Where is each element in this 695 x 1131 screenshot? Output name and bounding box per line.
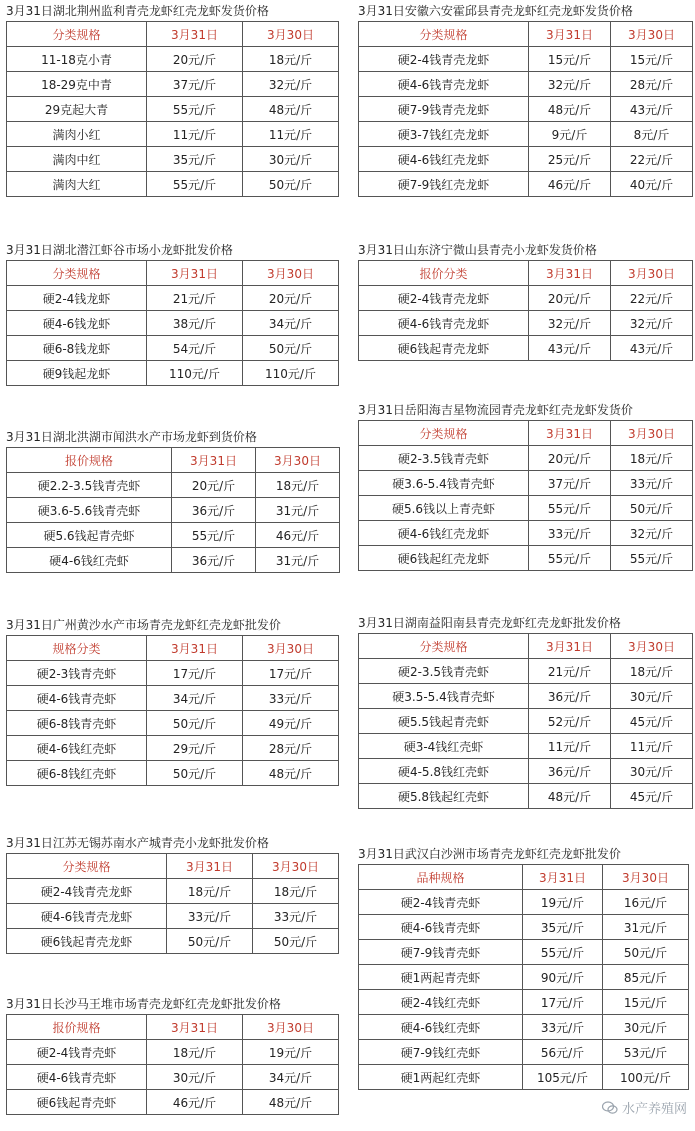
table-row	[7, 72, 339, 97]
table-row	[359, 784, 693, 809]
price-today-cell: 32元/斤	[529, 311, 611, 336]
table-row	[359, 336, 693, 361]
price-today-cell: 18元/斤	[167, 879, 253, 904]
price-today-cell: 34元/斤	[147, 686, 243, 711]
table-row	[7, 523, 340, 548]
price-today-cell: 50元/斤	[147, 761, 243, 786]
spec-cell: 满肉中红	[7, 147, 147, 172]
spec-cell: 硬6钱起青壳虾	[7, 1090, 147, 1115]
price-block-baishazhou	[358, 847, 690, 1090]
column-header: 3月30日	[611, 634, 693, 659]
price-today-cell: 43元/斤	[529, 336, 611, 361]
table-row	[7, 286, 339, 311]
price-yesterday-cell: 28元/斤	[611, 72, 693, 97]
price-today-cell: 33元/斤	[523, 1015, 603, 1040]
price-block-jingzhou	[6, 4, 338, 197]
spec-cell: 硬2-3.5钱青壳虾	[359, 659, 529, 684]
spec-cell: 18-29克中青	[7, 72, 147, 97]
price-today-cell: 46元/斤	[147, 1090, 243, 1115]
spec-cell: 硬4-6钱龙虾	[7, 311, 147, 336]
spec-cell: 硬6钱起青壳龙虾	[7, 929, 167, 954]
price-today-cell: 55元/斤	[147, 97, 243, 122]
price-table	[6, 447, 340, 573]
price-today-cell: 110元/斤	[147, 361, 243, 386]
table-header-row	[7, 1015, 339, 1040]
spec-cell: 硬4-6钱青壳龙虾	[7, 904, 167, 929]
price-yesterday-cell: 50元/斤	[603, 940, 689, 965]
price-table	[6, 260, 339, 386]
table-title: 3月31日长沙马王堆市场青壳龙虾红壳龙虾批发价格	[6, 997, 281, 1011]
table-row	[7, 1040, 339, 1065]
spec-cell: 硬4-6钱红壳虾	[7, 548, 172, 573]
price-today-cell: 21元/斤	[147, 286, 243, 311]
spec-cell: 硬1两起青壳虾	[359, 965, 523, 990]
spec-cell: 硬4-6钱青壳龙虾	[359, 72, 529, 97]
price-yesterday-cell: 50元/斤	[243, 336, 339, 361]
spec-cell: 硬5.5钱起青壳虾	[359, 709, 529, 734]
table-row	[359, 709, 693, 734]
price-yesterday-cell: 8元/斤	[611, 122, 693, 147]
table-row	[359, 546, 693, 571]
table-title: 3月31日安徽六安霍邱县青壳龙虾红壳龙虾发货价格	[358, 4, 633, 18]
table-header-row	[359, 865, 689, 890]
table-header-row	[359, 634, 693, 659]
price-yesterday-cell: 31元/斤	[603, 915, 689, 940]
price-today-cell: 25元/斤	[529, 147, 611, 172]
spec-cell: 硬4-6钱红壳龙虾	[359, 521, 529, 546]
price-yesterday-cell: 11元/斤	[611, 734, 693, 759]
table-row	[359, 97, 693, 122]
table-row	[7, 361, 339, 386]
price-yesterday-cell: 28元/斤	[243, 736, 339, 761]
table-row	[359, 496, 693, 521]
table-header-row	[359, 22, 693, 47]
price-yesterday-cell: 110元/斤	[243, 361, 339, 386]
price-today-cell: 33元/斤	[167, 904, 253, 929]
price-yesterday-cell: 18元/斤	[253, 879, 339, 904]
price-yesterday-cell: 22元/斤	[611, 286, 693, 311]
spec-cell: 硬9钱起龙虾	[7, 361, 147, 386]
spec-cell: 硬2-4钱青壳龙虾	[359, 47, 529, 72]
price-table	[358, 260, 693, 361]
table-header-row	[7, 636, 339, 661]
price-yesterday-cell: 53元/斤	[603, 1040, 689, 1065]
spec-cell: 硬1两起红壳虾	[359, 1065, 523, 1090]
column-header: 分类规格	[359, 634, 529, 659]
column-header: 3月30日	[611, 261, 693, 286]
price-today-cell: 36元/斤	[172, 548, 256, 573]
table-row	[7, 147, 339, 172]
spec-cell: 硬4-6钱青壳虾	[7, 686, 147, 711]
watermark-text: 水产养殖网	[621, 1102, 687, 1117]
price-today-cell: 21元/斤	[529, 659, 611, 684]
price-today-cell: 29元/斤	[147, 736, 243, 761]
price-today-cell: 105元/斤	[523, 1065, 603, 1090]
price-today-cell: 11元/斤	[529, 734, 611, 759]
table-title: 3月31日湖南益阳南县青壳龙虾红壳龙虾批发价格	[358, 616, 621, 630]
price-today-cell: 56元/斤	[523, 1040, 603, 1065]
spec-cell: 硬2-3.5钱青壳虾	[359, 446, 529, 471]
table-row	[359, 965, 689, 990]
table-title: 3月31日山东济宁微山县青壳小龙虾发货价格	[358, 243, 597, 257]
column-header: 品种规格	[359, 865, 523, 890]
price-today-cell: 20元/斤	[147, 47, 243, 72]
spec-cell: 硬4-6钱青壳虾	[7, 1065, 147, 1090]
column-header: 3月30日	[256, 448, 340, 473]
table-row	[359, 659, 693, 684]
price-today-cell: 20元/斤	[529, 446, 611, 471]
price-yesterday-cell: 100元/斤	[603, 1065, 689, 1090]
column-header: 3月30日	[243, 22, 339, 47]
spec-cell: 硬4-6钱红壳虾	[7, 736, 147, 761]
price-block-wuxi	[6, 836, 338, 954]
table-row	[7, 498, 340, 523]
wechat-icon	[602, 1101, 618, 1115]
price-today-cell: 36元/斤	[529, 759, 611, 784]
price-today-cell: 30元/斤	[147, 1065, 243, 1090]
table-row	[359, 446, 693, 471]
spec-cell: 硬4-5.8钱红壳虾	[359, 759, 529, 784]
price-yesterday-cell: 50元/斤	[243, 172, 339, 197]
spec-cell: 硬7-9钱红壳虾	[359, 1040, 523, 1065]
spec-cell: 硬2-4钱青壳虾	[7, 1040, 147, 1065]
price-yesterday-cell: 50元/斤	[611, 496, 693, 521]
price-yesterday-cell: 16元/斤	[603, 890, 689, 915]
spec-cell: 硬3.6-5.6钱青壳虾	[7, 498, 172, 523]
column-header: 3月31日	[167, 854, 253, 879]
table-row	[7, 879, 339, 904]
column-header: 3月31日	[523, 865, 603, 890]
price-block-honghu	[6, 430, 338, 573]
price-yesterday-cell: 33元/斤	[611, 471, 693, 496]
spec-cell: 硬4-6钱青壳龙虾	[359, 311, 529, 336]
price-today-cell: 9元/斤	[529, 122, 611, 147]
table-title: 3月31日湖北潜江虾谷市场小龙虾批发价格	[6, 243, 233, 257]
column-header: 3月31日	[147, 636, 243, 661]
spec-cell: 硬4-6钱青壳虾	[359, 915, 523, 940]
table-row	[7, 686, 339, 711]
column-header: 报价分类	[359, 261, 529, 286]
column-header: 3月30日	[611, 421, 693, 446]
spec-cell: 29克起大青	[7, 97, 147, 122]
spec-cell: 硬2-4钱青壳龙虾	[359, 286, 529, 311]
table-row	[7, 711, 339, 736]
price-yesterday-cell: 31元/斤	[256, 498, 340, 523]
spec-cell: 硬6钱起青壳龙虾	[359, 336, 529, 361]
spec-cell: 硬7-9钱红壳龙虾	[359, 172, 529, 197]
spec-cell: 硬2-4钱红壳虾	[359, 990, 523, 1015]
table-row	[7, 1090, 339, 1115]
table-row	[7, 1065, 339, 1090]
price-block-nanxian	[358, 616, 690, 809]
spec-cell: 硬4-6钱红壳龙虾	[359, 147, 529, 172]
price-yesterday-cell: 45元/斤	[611, 784, 693, 809]
table-header-row	[359, 421, 693, 446]
column-header: 3月30日	[253, 854, 339, 879]
table-row	[359, 122, 693, 147]
price-table	[358, 21, 693, 197]
table-header-row	[359, 261, 693, 286]
spec-cell: 硬2-4钱青壳虾	[359, 890, 523, 915]
table-row	[7, 473, 340, 498]
price-yesterday-cell: 55元/斤	[611, 546, 693, 571]
price-today-cell: 35元/斤	[147, 147, 243, 172]
spec-cell: 硬2.2-3.5钱青壳虾	[7, 473, 172, 498]
price-today-cell: 17元/斤	[147, 661, 243, 686]
spec-cell: 硬6-8钱青壳虾	[7, 711, 147, 736]
spec-cell: 硬5.8钱起红壳虾	[359, 784, 529, 809]
table-header-row	[7, 22, 339, 47]
spec-cell: 硬5.6钱以上青壳虾	[359, 496, 529, 521]
table-row	[7, 736, 339, 761]
table-header-row	[7, 854, 339, 879]
spec-cell: 硬3.6-5.4钱青壳虾	[359, 471, 529, 496]
column-header: 3月30日	[243, 261, 339, 286]
price-yesterday-cell: 30元/斤	[603, 1015, 689, 1040]
column-header: 3月31日	[147, 22, 243, 47]
table-row	[7, 929, 339, 954]
spec-cell: 满肉小红	[7, 122, 147, 147]
spec-cell: 硬4-6钱红壳虾	[359, 1015, 523, 1040]
price-yesterday-cell: 49元/斤	[243, 711, 339, 736]
spec-cell: 硬5.6钱起青壳虾	[7, 523, 172, 548]
price-yesterday-cell: 43元/斤	[611, 336, 693, 361]
table-row	[359, 759, 693, 784]
column-header: 分类规格	[7, 22, 147, 47]
price-today-cell: 17元/斤	[523, 990, 603, 1015]
price-yesterday-cell: 18元/斤	[243, 47, 339, 72]
spec-cell: 硬3-7钱红壳龙虾	[359, 122, 529, 147]
table-title: 3月31日江苏无锡苏南水产城青壳小龙虾批发价格	[6, 836, 269, 850]
table-row	[359, 172, 693, 197]
table-row	[7, 311, 339, 336]
price-block-guangzhou	[6, 618, 338, 786]
price-today-cell: 36元/斤	[172, 498, 256, 523]
price-today-cell: 48元/斤	[529, 97, 611, 122]
column-header: 3月30日	[611, 22, 693, 47]
price-today-cell: 37元/斤	[147, 72, 243, 97]
column-header: 3月31日	[529, 421, 611, 446]
price-yesterday-cell: 11元/斤	[243, 122, 339, 147]
price-today-cell: 90元/斤	[523, 965, 603, 990]
table-row	[7, 904, 339, 929]
price-block-qianjiang	[6, 243, 338, 386]
price-yesterday-cell: 19元/斤	[243, 1040, 339, 1065]
table-title: 3月31日湖北荆州监利青壳龙虾红壳龙虾发货价格	[6, 4, 269, 18]
column-header: 报价规格	[7, 1015, 147, 1040]
spec-cell: 11-18克小青	[7, 47, 147, 72]
price-yesterday-cell: 15元/斤	[603, 990, 689, 1015]
table-title: 3月31日湖北洪湖市闻洪水产市场龙虾到货价格	[6, 430, 257, 444]
price-today-cell: 32元/斤	[529, 72, 611, 97]
price-yesterday-cell: 85元/斤	[603, 965, 689, 990]
price-yesterday-cell: 32元/斤	[611, 521, 693, 546]
price-yesterday-cell: 17元/斤	[243, 661, 339, 686]
table-row	[7, 661, 339, 686]
spec-cell: 硬3-4钱红壳虾	[359, 734, 529, 759]
table-row	[7, 548, 340, 573]
price-yesterday-cell: 18元/斤	[611, 446, 693, 471]
price-today-cell: 50元/斤	[147, 711, 243, 736]
column-header: 3月30日	[243, 1015, 339, 1040]
price-yesterday-cell: 33元/斤	[243, 686, 339, 711]
column-header: 3月31日	[529, 634, 611, 659]
spec-cell: 硬7-9钱青壳虾	[359, 940, 523, 965]
price-yesterday-cell: 20元/斤	[243, 286, 339, 311]
table-row	[359, 684, 693, 709]
column-header: 分类规格	[7, 854, 167, 879]
price-block-weishan	[358, 243, 690, 361]
price-table	[6, 635, 339, 786]
table-title: 3月31日岳阳海吉星物流园青壳龙虾红壳龙虾发货价	[358, 403, 633, 417]
spec-cell: 硬2-4钱青壳龙虾	[7, 879, 167, 904]
table-row	[7, 761, 339, 786]
price-yesterday-cell: 40元/斤	[611, 172, 693, 197]
price-today-cell: 35元/斤	[523, 915, 603, 940]
price-today-cell: 15元/斤	[529, 47, 611, 72]
price-yesterday-cell: 48元/斤	[243, 761, 339, 786]
price-yesterday-cell: 43元/斤	[611, 97, 693, 122]
price-yesterday-cell: 46元/斤	[256, 523, 340, 548]
price-yesterday-cell: 32元/斤	[611, 311, 693, 336]
table-row	[359, 47, 693, 72]
column-header: 分类规格	[359, 22, 529, 47]
spec-cell: 硬2-3钱青壳虾	[7, 661, 147, 686]
table-row	[359, 471, 693, 496]
price-block-yueyang	[358, 403, 690, 571]
price-today-cell: 50元/斤	[167, 929, 253, 954]
price-today-cell: 48元/斤	[529, 784, 611, 809]
price-today-cell: 55元/斤	[529, 496, 611, 521]
watermark	[602, 1098, 687, 1117]
table-row	[359, 72, 693, 97]
price-table	[6, 1014, 339, 1115]
price-today-cell: 54元/斤	[147, 336, 243, 361]
price-yesterday-cell: 22元/斤	[611, 147, 693, 172]
table-row	[359, 147, 693, 172]
price-yesterday-cell: 30元/斤	[611, 684, 693, 709]
price-today-cell: 55元/斤	[147, 172, 243, 197]
table-row	[359, 521, 693, 546]
price-yesterday-cell: 34元/斤	[243, 1065, 339, 1090]
table-row	[7, 172, 339, 197]
table-title: 3月31日广州黄沙水产市场青壳龙虾红壳龙虾批发价	[6, 618, 281, 632]
column-header: 分类规格	[359, 421, 529, 446]
price-today-cell: 52元/斤	[529, 709, 611, 734]
price-yesterday-cell: 48元/斤	[243, 1090, 339, 1115]
table-row	[359, 1040, 689, 1065]
price-today-cell: 37元/斤	[529, 471, 611, 496]
column-header: 3月31日	[529, 22, 611, 47]
price-yesterday-cell: 18元/斤	[611, 659, 693, 684]
column-header: 3月31日	[529, 261, 611, 286]
price-yesterday-cell: 30元/斤	[243, 147, 339, 172]
price-today-cell: 19元/斤	[523, 890, 603, 915]
price-today-cell: 20元/斤	[529, 286, 611, 311]
price-today-cell: 18元/斤	[147, 1040, 243, 1065]
spec-cell: 硬3.5-5.4钱青壳虾	[359, 684, 529, 709]
table-row	[359, 940, 689, 965]
table-row	[359, 286, 693, 311]
table-row	[359, 734, 693, 759]
price-yesterday-cell: 18元/斤	[256, 473, 340, 498]
price-yesterday-cell: 33元/斤	[253, 904, 339, 929]
column-header: 报价规格	[7, 448, 172, 473]
column-header: 3月31日	[172, 448, 256, 473]
price-block-changsha	[6, 997, 338, 1115]
price-today-cell: 33元/斤	[529, 521, 611, 546]
table-row	[359, 1065, 689, 1090]
price-today-cell: 46元/斤	[529, 172, 611, 197]
price-today-cell: 38元/斤	[147, 311, 243, 336]
column-header: 3月30日	[243, 636, 339, 661]
column-header: 3月31日	[147, 261, 243, 286]
spec-cell: 硬7-9钱青壳龙虾	[359, 97, 529, 122]
price-yesterday-cell: 34元/斤	[243, 311, 339, 336]
table-row	[359, 311, 693, 336]
spec-cell: 硬6钱起红壳龙虾	[359, 546, 529, 571]
spec-cell: 硬6-8钱龙虾	[7, 336, 147, 361]
price-today-cell: 55元/斤	[529, 546, 611, 571]
spec-cell: 硬2-4钱龙虾	[7, 286, 147, 311]
price-yesterday-cell: 30元/斤	[611, 759, 693, 784]
table-row	[7, 122, 339, 147]
price-table	[358, 420, 693, 571]
table-row	[359, 890, 689, 915]
column-header: 3月31日	[147, 1015, 243, 1040]
spec-cell: 满肉大红	[7, 172, 147, 197]
column-header: 分类规格	[7, 261, 147, 286]
price-table	[6, 21, 339, 197]
price-yesterday-cell: 48元/斤	[243, 97, 339, 122]
spec-cell: 硬6-8钱红壳虾	[7, 761, 147, 786]
price-today-cell: 55元/斤	[172, 523, 256, 548]
column-header: 3月30日	[603, 865, 689, 890]
table-row	[7, 336, 339, 361]
price-today-cell: 55元/斤	[523, 940, 603, 965]
price-today-cell: 11元/斤	[147, 122, 243, 147]
price-yesterday-cell: 45元/斤	[611, 709, 693, 734]
table-row	[359, 915, 689, 940]
price-yesterday-cell: 50元/斤	[253, 929, 339, 954]
column-header: 规格分类	[7, 636, 147, 661]
price-today-cell: 36元/斤	[529, 684, 611, 709]
price-table	[358, 864, 689, 1090]
table-row	[359, 990, 689, 1015]
price-block-huoqiu	[358, 4, 690, 197]
table-row	[359, 1015, 689, 1040]
price-table	[6, 853, 339, 954]
table-header-row	[7, 448, 340, 473]
price-yesterday-cell: 15元/斤	[611, 47, 693, 72]
price-yesterday-cell: 31元/斤	[256, 548, 340, 573]
price-yesterday-cell: 32元/斤	[243, 72, 339, 97]
table-title: 3月31日武汉白沙洲市场青壳龙虾红壳龙虾批发价	[358, 847, 621, 861]
price-today-cell: 20元/斤	[172, 473, 256, 498]
table-row	[7, 47, 339, 72]
table-header-row	[7, 261, 339, 286]
table-row	[7, 97, 339, 122]
price-table	[358, 633, 693, 809]
